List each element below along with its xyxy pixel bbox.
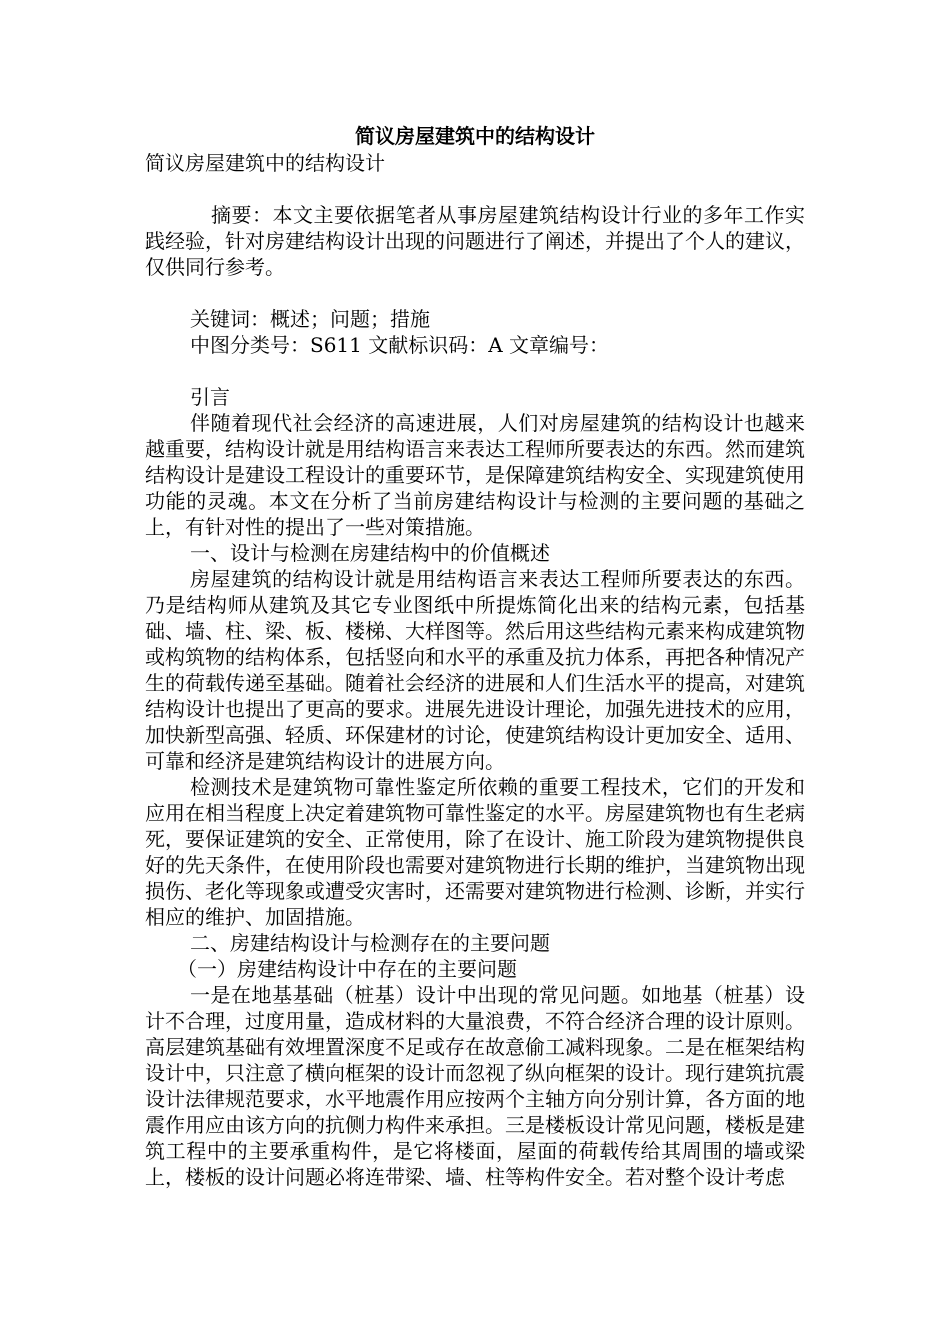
paragraph-detection: 检测技术是建筑物可靠性鉴定所依赖的重要工程技术，它们的开发和应用在相当程度上决定着建筑物可靠性鉴定的水平。房屋建筑物也有生老病死，要保证建筑的安全、正常使用，除了在设计、施工阶段为建筑物提供良好的先天条件，在使用阶段也需要对建筑物进行长期的维护，当建筑物出现损伤、老化等现象或遭受灾害时，还需要对建筑物进行检测、诊断，并实行相应的维护、加固措施。 (145, 775, 805, 929)
paragraph-structure: 房屋建筑的结构设计就是用结构语言来表达工程师所要表达的东西。乃是结构师从建筑及其它专业图纸中所提炼简化出来的结构元素，包括基础、墙、柱、梁、板、楼梯、大样图等。然后用这些结构元素来构成建筑物或构筑物的结构体系，包括竖向和水平的承重及抗力体系，再把各种情况产生的荷载传递至基础。随着社会经济的进展和人们生活水平的提高，对建筑结构设计也提出了更高的要求。进展先进设计理论，加强先进技术的应用，加快新型高强、轻质、环保建材的讨论，使建筑结构设计更加安全、适用、可靠和经济是建筑结构设计的进展方向。 (145, 567, 805, 773)
spacer (145, 176, 805, 202)
keywords: 关键词：概述；问题；措施 (190, 307, 430, 331)
paragraph-problems: 一是在地基基础（桩基）设计中出现的常见问题。如地基（桩基）设计不合理，过度用量，造成材料的大量浪费，不符合经济合理的设计原则。高层建筑基础有效埋置深度不足或存在故意偷工减料现象。二是在框架结构设计中，只注意了横向框架的设计而忽视了纵向框架的设计。现行建筑抗震设计法律规范要求，水平地震作用应按两个主轴方向分别计算，各方面的地震作用应由该方向的抗侧力构件来承担。三是楼板设计常见问题，楼板是建筑工程中的主要承重构件，是它将楼面，屋面的荷载传给其周围的墙或梁上，楼板的设计问题必将连带梁、墙、柱等构件安全。若对整个设计考虑 (145, 983, 805, 1189)
intro-heading: 引言 (190, 385, 230, 409)
spacer (145, 280, 805, 306)
subsection-heading-1: （一）房建结构设计中存在的主要问题 (177, 957, 517, 981)
spacer (145, 358, 805, 384)
document-title: 简议房屋建筑中的结构设计 (355, 124, 595, 148)
section-heading-1: 一、设计与检测在房建结构中的价值概述 (190, 541, 550, 565)
classification: 中图分类号：S611 文献标识码：A 文章编号： (190, 333, 610, 357)
document-body (145, 150, 805, 1190)
paragraph-intro: 伴随着现代社会经济的高速进展，人们对房屋建筑的结构设计也越来越重要，结构设计就是用结构语言来表达工程师所要表达的东西。然而建筑结构设计是建设工程设计的重要环节，是保障建筑结构安全、实现建筑使用功能的灵魂。本文在分析了当前房建结构设计与检测的主要问题的基础之上，有针对性的提出了一些对策措施。 (145, 411, 805, 539)
abstract: 摘要：本文主要依据笔者从事房屋建筑结构设计行业的多年工作实践经验，针对房建结构设计出现的问题进行了阐述，并提出了个人的建议，仅供同行参考。 (145, 203, 805, 279)
section-heading-2: 二、房建结构设计与检测存在的主要问题 (190, 931, 550, 955)
document-subtitle: 简议房屋建筑中的结构设计 (145, 151, 385, 175)
